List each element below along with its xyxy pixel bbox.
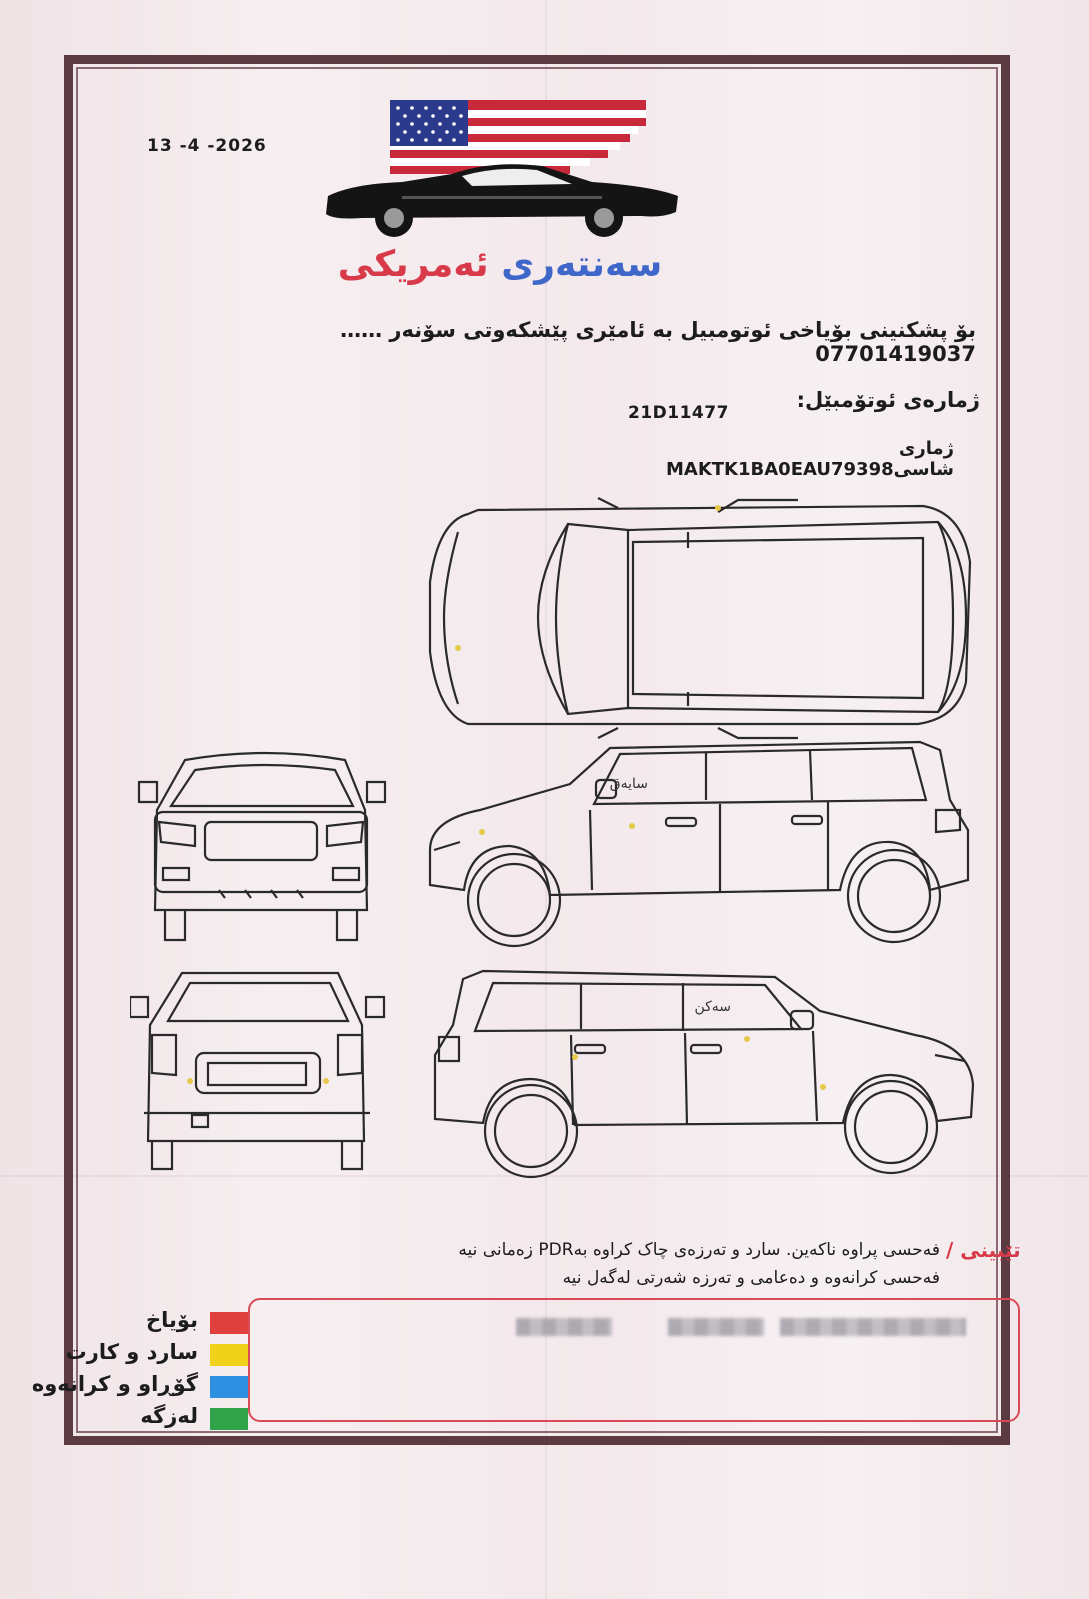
right-side-label: سەکن xyxy=(694,999,731,1015)
us-flag-icon xyxy=(390,100,646,174)
logo-flag-car-icon xyxy=(322,96,682,246)
car-right-side-diagram xyxy=(425,965,985,1185)
legend-item-paint xyxy=(60,1308,250,1336)
car-left-side-diagram xyxy=(420,740,980,960)
notes-line-2: فەحسی کرانەوە و دەعامی و تەرزە شەرتی لەگەل نیە xyxy=(562,1268,940,1288)
plate-label: ژمارەی ئوتۆمبێل: xyxy=(796,388,980,412)
plate-number: 21D11477 xyxy=(628,403,729,423)
car-front-view-diagram xyxy=(135,750,395,960)
car-top-view-diagram xyxy=(418,492,978,742)
redacted-text-3 xyxy=(780,1318,966,1336)
muscle-car-icon xyxy=(326,164,678,237)
left-side-label: سایەق xyxy=(609,776,648,792)
document-date: 13 -4 -2026 xyxy=(147,136,267,156)
legend-label: گۆڕاو و کرانەوە xyxy=(31,1372,198,1396)
brand-word-blue: سەنتەری xyxy=(501,244,663,285)
brand-word-red: ئەمریکی xyxy=(337,244,489,285)
legend-swatch-red xyxy=(210,1312,248,1334)
legend-swatch-blue xyxy=(210,1376,248,1398)
redacted-text-1 xyxy=(516,1318,612,1336)
notes-box xyxy=(248,1298,1020,1422)
notes-title: تێبینی / xyxy=(946,1238,1021,1262)
notes-line-1: فەحسی پراوە ناکەین. سارد و تەرزەی چاک کراوە بەPDR زەمانی نیە xyxy=(458,1240,940,1260)
legend-item-cold-card xyxy=(60,1340,250,1368)
legend-label: سارد و کارت xyxy=(65,1340,198,1364)
legend-label: لەزگە xyxy=(140,1404,198,1428)
legend-item-changed xyxy=(31,1372,250,1400)
legend-label: بۆیاخ xyxy=(146,1308,198,1332)
legend-swatch-green xyxy=(210,1408,248,1430)
redacted-text-2 xyxy=(668,1318,764,1336)
legend-item-dent xyxy=(60,1404,250,1432)
car-rear-view-diagram xyxy=(130,965,390,1185)
vin-line: ژماری شاسیMAKTK1BA0EAU79398 xyxy=(665,438,954,480)
brand-title xyxy=(330,244,670,285)
service-description: بۆ پشکنینی بۆیاخی ئوتومبیل بە ئامێری پێشکەوتی سۆنەر …… 07701419037 xyxy=(340,318,976,366)
legend-swatch-yellow xyxy=(210,1344,248,1366)
